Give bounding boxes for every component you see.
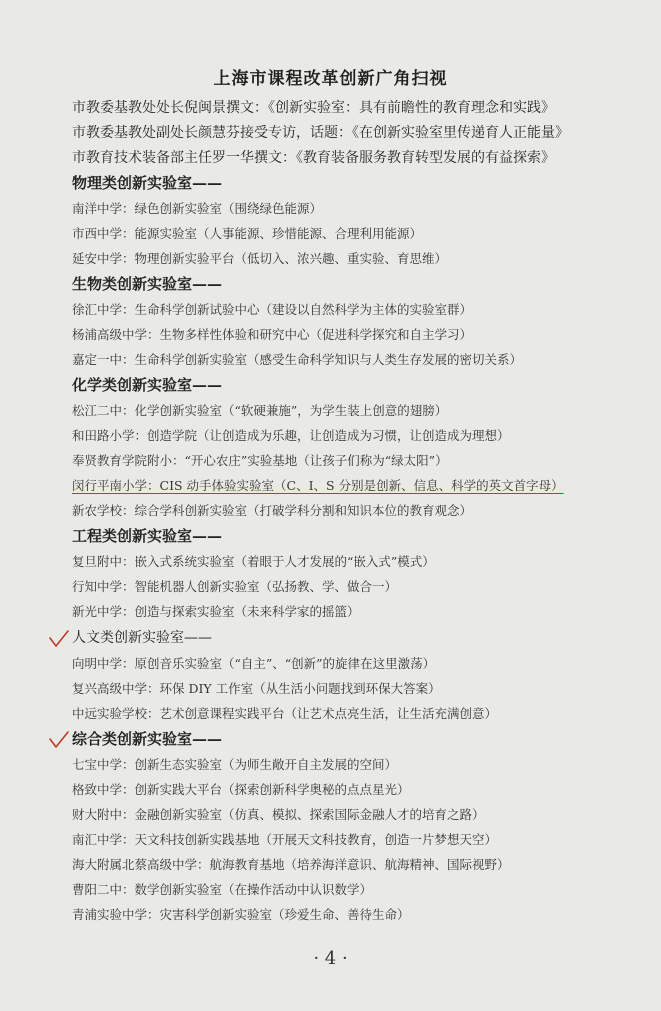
checkmark-icon xyxy=(48,730,70,750)
list-item: 南汇中学：天文科技创新实践基地（开展天文科技教育，创造一片梦想天空） xyxy=(72,832,498,847)
page-title: 上海市课程改革创新广角扫视 xyxy=(213,69,448,89)
list-item: 和田路小学：创造学院（让创造成为乐趣，让创造成为习惯，让创造成为理想） xyxy=(72,428,510,443)
list-item: 复旦附中：嵌入式系统实验室（着眼于人才发展的“嵌入式”模式） xyxy=(72,554,435,569)
list-item: 青浦实验中学：灾害科学创新实验室（珍爱生命、善待生命） xyxy=(72,907,410,922)
intro-line: 市教委基教处处长倪闽景撰文：《创新实验室：具有前瞻性的教育理念和实践》 xyxy=(72,100,555,116)
list-item: 嘉定一中：生命科学创新实验室（感受生命科学知识与人类生存发展的密切关系） xyxy=(72,352,523,367)
list-item: 中远实验学校：艺术创意课程实践平台（让艺术点亮生活，让生活充满创意） xyxy=(72,706,498,721)
section-heading-comprehensive: 综合类创新实验室—— xyxy=(72,730,223,748)
list-item: 复兴高级中学：环保 DIY 工作室（从生活小问题找到环保大答案） xyxy=(72,681,441,696)
list-item: 市西中学：能源实验室（人事能源、珍惜能源、合理利用能源） xyxy=(72,226,423,241)
list-item: 延安中学：物理创新实验平台（低切入、浓兴趣、重实验、育思维） xyxy=(72,251,448,266)
list-item: 七宝中学：创新生态实验室（为师生敞开自主发展的空间） xyxy=(72,757,398,772)
list-item-underlined xyxy=(72,476,564,494)
list-item: 徐汇中学：生命科学创新试验中心（建设以自然科学为主体的实验室群） xyxy=(72,302,473,317)
checkmark-icon xyxy=(48,629,70,649)
list-item: 行知中学：智能机器人创新实验室（弘扬教、学、做合一） xyxy=(72,579,398,594)
underlined-item-text: 闵行平南小学：CIS 动手体验实验室（C、I、S 分别是创新、信息、科学的英文首字母） xyxy=(72,478,564,493)
intro-line: 市教委基教处副处长颜慧芬接受专访，话题：《在创新实验室里传递育人正能量》 xyxy=(72,125,569,141)
list-item: 新农学校：综合学科创新实验室（打破学科分割和知识本位的教育观念） xyxy=(72,503,473,518)
intro-line: 市教育技术装备部主任罗一华撰文：《教育装备服务教育转型发展的有益探索》 xyxy=(72,150,555,166)
page-number: · 4 · xyxy=(313,948,348,969)
section-heading-biology: 生物类创新实验室—— xyxy=(72,275,223,293)
section-heading-physics: 物理类创新实验室—— xyxy=(72,174,223,192)
section-heading-humanities: 人文类创新实验室—— xyxy=(72,630,212,646)
list-item: 向明中学：原创音乐实验室（“自主”、“创新”的旋律在这里激荡） xyxy=(72,656,436,671)
list-item: 松江二中：化学创新实验室（“软硬兼施”，为学生装上创意的翅膀） xyxy=(72,403,448,418)
list-item: 财大附中：金融创新实验室（仿真、模拟、探索国际金融人才的培育之路） xyxy=(72,807,485,822)
list-item: 海大附属北蔡高级中学：航海教育基地（培养海洋意识、航海精神、国际视野） xyxy=(72,857,510,872)
list-item: 格致中学：创新实践大平台（探索创新科学奥秘的点点星光） xyxy=(72,782,410,797)
list-item: 新光中学：创造与探索实验室（未来科学家的摇篮） xyxy=(72,604,360,619)
section-heading-chemistry: 化学类创新实验室—— xyxy=(72,376,223,394)
list-item: 曹阳二中：数学创新实验室（在操作活动中认识数学） xyxy=(72,882,373,897)
section-heading-engineering: 工程类创新实验室—— xyxy=(72,527,223,545)
list-item: 杨浦高级中学：生物多样性体验和研究中心（促进科学探究和自主学习） xyxy=(72,327,473,342)
list-item: 奉贤教育学院附小：“开心农庄”实验基地（让孩子们称为“绿太阳”） xyxy=(72,453,448,468)
list-item: 南洋中学：绿色创新实验室（围绕绿色能源） xyxy=(72,201,323,216)
